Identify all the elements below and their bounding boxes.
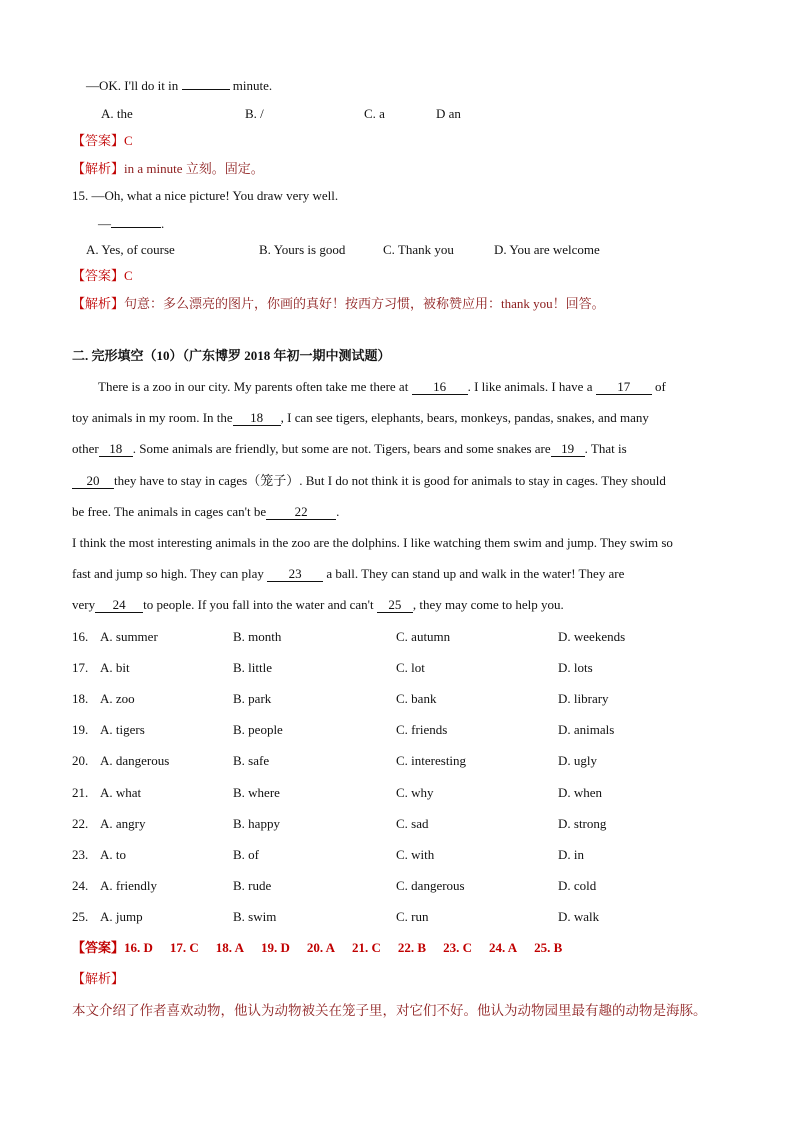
q15-blank[interactable] <box>111 227 161 228</box>
blank-18a[interactable]: 18 <box>233 411 281 426</box>
passage-line: toy animals in my room. In the 18 , I can see tigers, elephants, bears, monkeys, pandas, snakes, and many <box>72 410 649 425</box>
answer-item: 24. A <box>488 940 518 955</box>
q14-analysis: 【解析】in a minute 立刻。固定。 <box>72 161 264 176</box>
option-c[interactable]: C. sad <box>396 815 429 831</box>
answer-item: 18. A <box>215 940 244 955</box>
option-d[interactable]: D. ugly <box>558 753 597 769</box>
blank-23[interactable]: 23 <box>267 567 323 582</box>
option-d[interactable]: D. weekends <box>558 629 626 644</box>
option-a[interactable]: A. dangerous <box>100 753 170 769</box>
option-b[interactable]: B. happy <box>233 815 280 831</box>
option-c[interactable]: C. dangerous <box>396 877 465 893</box>
option-a[interactable]: A. to <box>100 846 126 862</box>
question-number: 25. <box>72 908 89 924</box>
question-number: 18. <box>72 691 89 707</box>
answer-item: 16. D <box>124 940 153 955</box>
question-number: 23. <box>72 846 89 862</box>
option-b[interactable]: B. park <box>233 691 272 707</box>
question-number: 19. <box>72 722 89 738</box>
blank-24[interactable]: 24 <box>95 598 143 613</box>
passage-line: fast and jump so high. They can play 23 a ball. They can stand up and walk in the water! They are <box>72 566 625 581</box>
option-a[interactable]: A. zoo <box>100 691 135 707</box>
option-b[interactable]: B. of <box>233 846 259 862</box>
option-c[interactable]: C. autumn <box>396 629 451 644</box>
answer-list <box>124 940 579 955</box>
blank-25[interactable]: 25 <box>377 598 413 613</box>
passage-line: There is a zoo in our city. My parents often take me there at 16 . I like animals. I have a 17 of <box>98 379 666 394</box>
q15-answer: 【答案】C <box>72 268 133 283</box>
option-b[interactable]: B. where <box>233 784 280 800</box>
answer-item: 17. C <box>169 940 199 955</box>
q15-option-a[interactable]: A. Yes, of course <box>86 242 175 257</box>
option-c[interactable]: C. run <box>396 908 429 924</box>
option-a[interactable]: A. jump <box>100 908 143 924</box>
blank-18b[interactable]: 18 <box>99 442 133 457</box>
option-d[interactable]: D. animals <box>558 722 615 738</box>
answer-item: 22. B <box>397 940 427 955</box>
option-a[interactable]: A. friendly <box>100 877 158 893</box>
answer-item: 23. C <box>443 940 472 955</box>
passage-line: I think the most interesting animals in the zoo are the dolphins. I like watching them swim and jump. They swim so <box>72 535 673 550</box>
option-a[interactable]: A. bit <box>100 660 130 676</box>
question-number: 16. <box>72 629 89 644</box>
blank-20[interactable]: 20 <box>72 474 114 489</box>
passage-line: very 24 to people. If you fall into the water and can't 25 , they may come to help you. <box>72 597 564 612</box>
question-number: 21. <box>72 784 89 800</box>
answer-item: 25. B <box>534 940 563 955</box>
q14-answer: 【答案】C <box>72 133 133 148</box>
blank-17[interactable]: 17 <box>596 380 652 395</box>
passage-line: other 18 . Some animals are friendly, but some are not. Tigers, bears and some snakes are 19 . That is <box>72 441 627 456</box>
question-number: 17. <box>72 660 89 676</box>
answer-item: 19. D <box>260 940 290 955</box>
option-d[interactable]: D. when <box>558 784 603 800</box>
blank-22[interactable]: 22 <box>266 505 336 520</box>
option-c[interactable]: C. bank <box>396 691 437 707</box>
passage-line: 20 they have to stay in cages（笼子）. But I do not think it is good for animals to stay in cages. They should <box>72 473 666 489</box>
option-c[interactable]: C. why <box>396 784 434 800</box>
blank-19[interactable]: 19 <box>551 442 585 457</box>
q15-analysis: 【解析】句意：多么漂亮的图片，你画的真好！按西方习惯，被称赞应用：thank you！回答。 <box>72 296 605 311</box>
cloze-analysis-text: 本文介绍了作者喜欢动物，他认为动物被关在笼子里，对它们不好。他认为动物园里最有趣的动物是海豚。 <box>72 1003 707 1018</box>
option-a[interactable]: A. angry <box>100 815 146 831</box>
option-c[interactable]: C. lot <box>396 660 425 676</box>
answer-item: 20. A <box>306 940 336 955</box>
option-c[interactable]: C. with <box>396 846 435 862</box>
option-b[interactable]: B. little <box>233 660 272 676</box>
cloze-answers: 【答案】16. D 17. C 18. A 19. D 20. A 21. C 22. B 23. C 24. A 25. B <box>72 940 579 956</box>
q14-option-b[interactable]: B. / <box>245 106 264 121</box>
q14-prompt: —OK. I'll do it in minute. <box>86 78 273 93</box>
q14-blank[interactable] <box>182 89 230 90</box>
q15-reply: — . <box>98 216 165 231</box>
option-d[interactable]: D. lots <box>558 660 593 676</box>
passage-line: be free. The animals in cages can't be 22 . <box>72 504 340 519</box>
option-d[interactable]: D. in <box>558 846 584 862</box>
q14-option-c[interactable]: C. a <box>364 106 385 121</box>
section-heading: 二. 完形填空（10）（广东博罗 2018 年初一期中测试题） <box>72 348 391 363</box>
q14-option-d[interactable]: D an <box>436 106 461 121</box>
option-a[interactable]: A. what <box>100 784 142 800</box>
option-a[interactable]: A. summer <box>100 629 158 644</box>
cloze-analysis-label: 【解析】 <box>72 971 125 986</box>
option-c[interactable]: C. friends <box>396 722 448 738</box>
q15-option-b[interactable]: B. Yours is good <box>259 242 346 257</box>
option-b[interactable]: B. swim <box>233 908 277 924</box>
q15-option-c[interactable]: C. Thank you <box>383 242 454 257</box>
option-a[interactable]: A. tigers <box>100 722 145 738</box>
question-number: 20. <box>72 753 89 769</box>
option-b[interactable]: B. people <box>233 722 283 738</box>
blank-16[interactable]: 16 <box>412 380 468 395</box>
question-number: 22. <box>72 815 89 831</box>
option-c[interactable]: C. interesting <box>396 753 467 769</box>
q15-option-d[interactable]: D. You are welcome <box>494 242 600 257</box>
option-b[interactable]: B. rude <box>233 877 272 893</box>
q14-option-a[interactable]: A. the <box>101 106 133 121</box>
question-number: 24. <box>72 877 89 893</box>
option-b[interactable]: B. month <box>233 629 282 644</box>
option-b[interactable]: B. safe <box>233 753 270 769</box>
option-d[interactable]: D. library <box>558 691 609 707</box>
option-d[interactable]: D. strong <box>558 815 607 831</box>
option-d[interactable]: D. cold <box>558 877 597 893</box>
q15-prompt: 15. —Oh, what a nice picture! You draw very well. <box>72 188 339 203</box>
answer-item: 21. C <box>352 940 381 955</box>
option-d[interactable]: D. walk <box>558 908 600 924</box>
